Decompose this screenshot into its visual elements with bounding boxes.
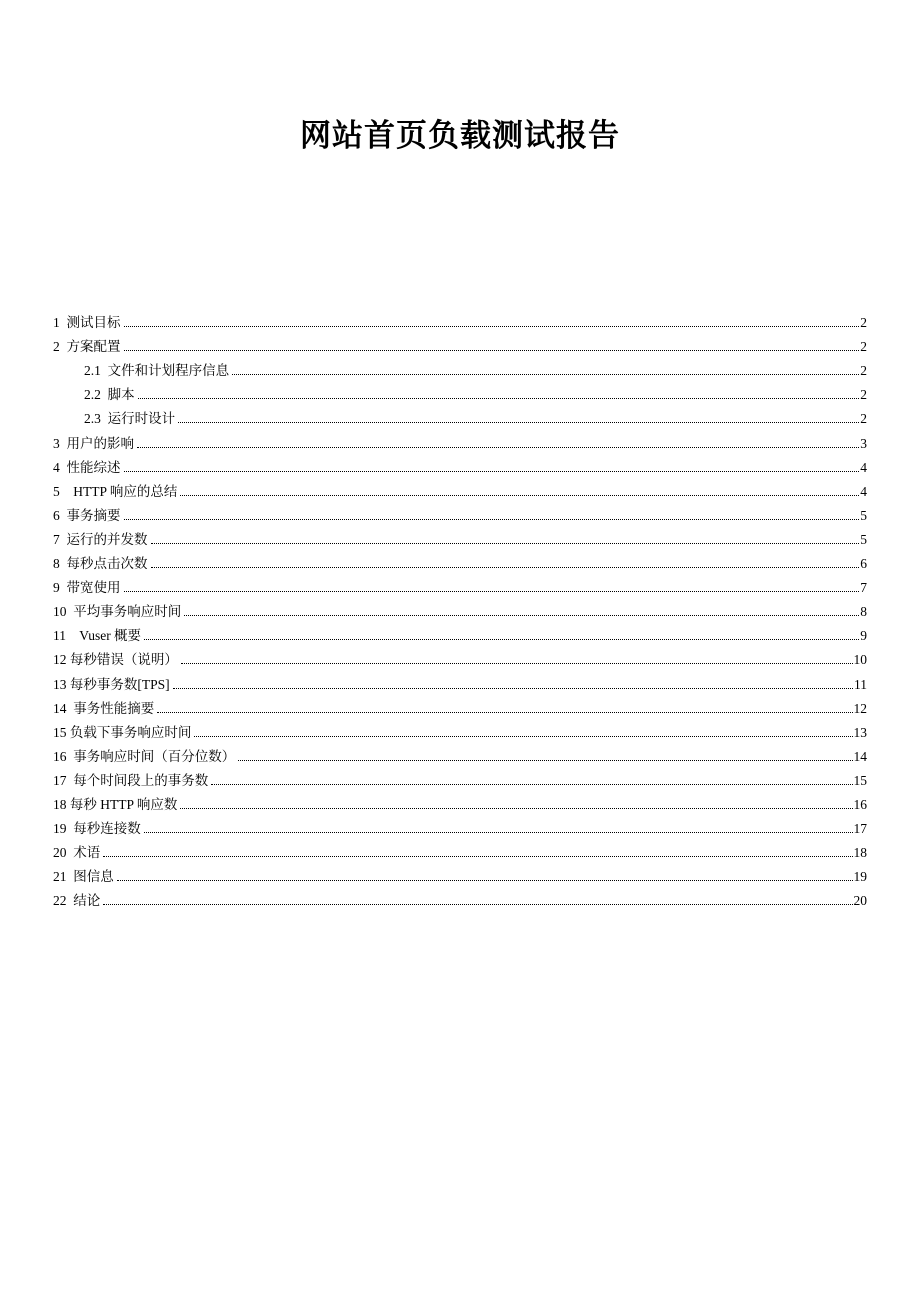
toc-dot-leader [124,590,860,592]
toc-dot-leader [151,566,860,568]
toc-entry-title: 12 每秒错误（说明） [53,652,178,668]
toc-dot-leader [180,807,852,809]
toc-entry-title: 4 性能综述 [53,459,121,475]
toc-entry-page-number: 18 [853,845,867,861]
toc-dot-leader [144,831,853,833]
toc-dot-leader [138,397,860,399]
toc-dot-leader [232,373,859,375]
toc-dot-leader [194,735,852,737]
toc-entry-page-number: 16 [853,797,867,812]
toc-entry[interactable] [53,572,867,596]
toc-entry-page-number: 5 [860,531,867,547]
toc-entry-page-number: 5 [860,507,867,523]
toc-entry-page-number: 20 [853,893,867,909]
toc-entry[interactable] [53,331,867,355]
toc-entry-title: 3 用户的影响 [53,435,134,451]
toc-entry-title: 13 每秒事务数[TPS] [53,676,170,692]
toc-dot-leader [157,711,852,713]
toc-entry-title: 21 图信息 [53,869,114,885]
toc-entry-title: 15 负载下事务响应时间 [53,724,192,740]
toc-dot-leader [103,855,852,857]
toc-entry[interactable] [53,693,867,717]
toc-entry[interactable] [84,403,867,427]
toc-entry-title: 20 术语 [53,845,101,861]
toc-entry-title: 14 事务性能摘要 [53,700,155,716]
toc-entry-title: 9 带宽使用 [53,580,121,596]
toc-entry[interactable] [53,885,867,909]
toc-entry-title: 16 事务响应时间（百分位数） [53,748,236,764]
toc-entry-page-number: 2 [860,411,867,427]
toc-entry[interactable] [53,765,867,789]
toc-entry[interactable] [53,524,867,548]
toc-entry-page-number: 6 [860,556,867,571]
toc-entry-page-number: 4 [860,459,867,475]
toc-entry[interactable] [53,548,867,572]
toc-dot-leader [181,662,853,664]
toc-entry-page-number: 9 [860,628,867,644]
toc-entry[interactable] [53,476,867,500]
toc-entry-title: 17 每个时间段上的事务数 [53,772,209,788]
toc-entry-title: 19 每秒连接数 [53,821,141,837]
toc-entry-page-number: 2 [860,315,867,330]
toc-entry-page-number: 2 [860,387,867,403]
toc-entry[interactable] [84,355,867,379]
toc-entry-page-number: 2 [860,363,867,379]
toc-entry-page-number: 12 [853,700,867,716]
toc-entry[interactable] [53,620,867,644]
toc-entry-page-number: 8 [860,604,867,620]
toc-dot-leader [124,325,860,327]
toc-entry[interactable] [53,837,867,861]
toc-dot-leader [124,349,860,351]
toc-dot-leader [173,687,853,689]
document-title: 网站首页负载测试报告 [300,118,620,153]
toc-dot-leader [144,638,859,640]
toc-dot-leader [178,421,859,423]
toc-entry-page-number: 15 [853,772,867,788]
toc-entry-title: 6 事务摘要 [53,507,121,523]
toc-entry[interactable] [53,500,867,524]
toc-entry-title: 22 结论 [53,893,101,909]
toc-entry[interactable] [84,379,867,403]
toc-entry[interactable] [53,644,867,668]
toc-entry-title: 2.1 文件和计划程序信息 [84,363,230,379]
toc-entry-title: 2.3 运行时设计 [84,411,176,427]
toc-entry-page-number: 17 [853,821,867,837]
toc-entry-title: 11 Vuser 概要 [53,628,142,644]
toc-dot-leader [180,494,859,496]
toc-dot-leader [117,879,853,881]
toc-dot-leader [137,446,859,448]
toc-entry-page-number: 13 [853,724,867,740]
toc-entry-title: 10 平均事务响应时间 [53,604,182,620]
toc-entry-title: 2.2 脚本 [84,387,135,403]
toc-entry-page-number: 11 [854,676,867,692]
toc-entry-page-number: 4 [860,483,867,499]
toc-entry[interactable] [53,307,867,331]
toc-dot-leader [151,542,860,544]
toc-dot-leader [103,903,852,905]
toc-dot-leader [184,614,859,616]
toc-entry[interactable] [53,452,867,476]
toc-entry-title: 8 每秒点击次数 [53,556,148,571]
toc-entry[interactable] [53,813,867,837]
toc-entry[interactable] [53,428,867,452]
toc-dot-leader [238,759,852,761]
toc-dot-leader [211,783,852,785]
toc-entry[interactable] [53,789,867,813]
toc-entry[interactable] [53,741,867,765]
toc-entry-page-number: 19 [853,869,867,885]
toc-entry[interactable] [53,861,867,885]
toc-entry-title: 2 方案配置 [53,339,121,355]
toc-entry-page-number: 3 [860,435,867,451]
toc-entry[interactable] [53,596,867,620]
toc-entry-title: 7 运行的并发数 [53,531,148,547]
toc-entry[interactable] [53,717,867,741]
toc-dot-leader [124,518,860,520]
toc-entry-title: 1 测试目标 [53,315,121,330]
toc-entry-title: 18 每秒 HTTP 响应数 [53,797,178,812]
toc-entry[interactable] [53,669,867,693]
toc-entry-page-number: 14 [853,748,867,764]
toc-entry-page-number: 7 [860,580,867,596]
toc-entry-page-number: 10 [853,652,867,668]
toc-dot-leader [124,470,860,472]
toc-entry-title: 5 HTTP 响应的总结 [53,483,178,499]
toc-entry-page-number: 2 [860,339,867,355]
